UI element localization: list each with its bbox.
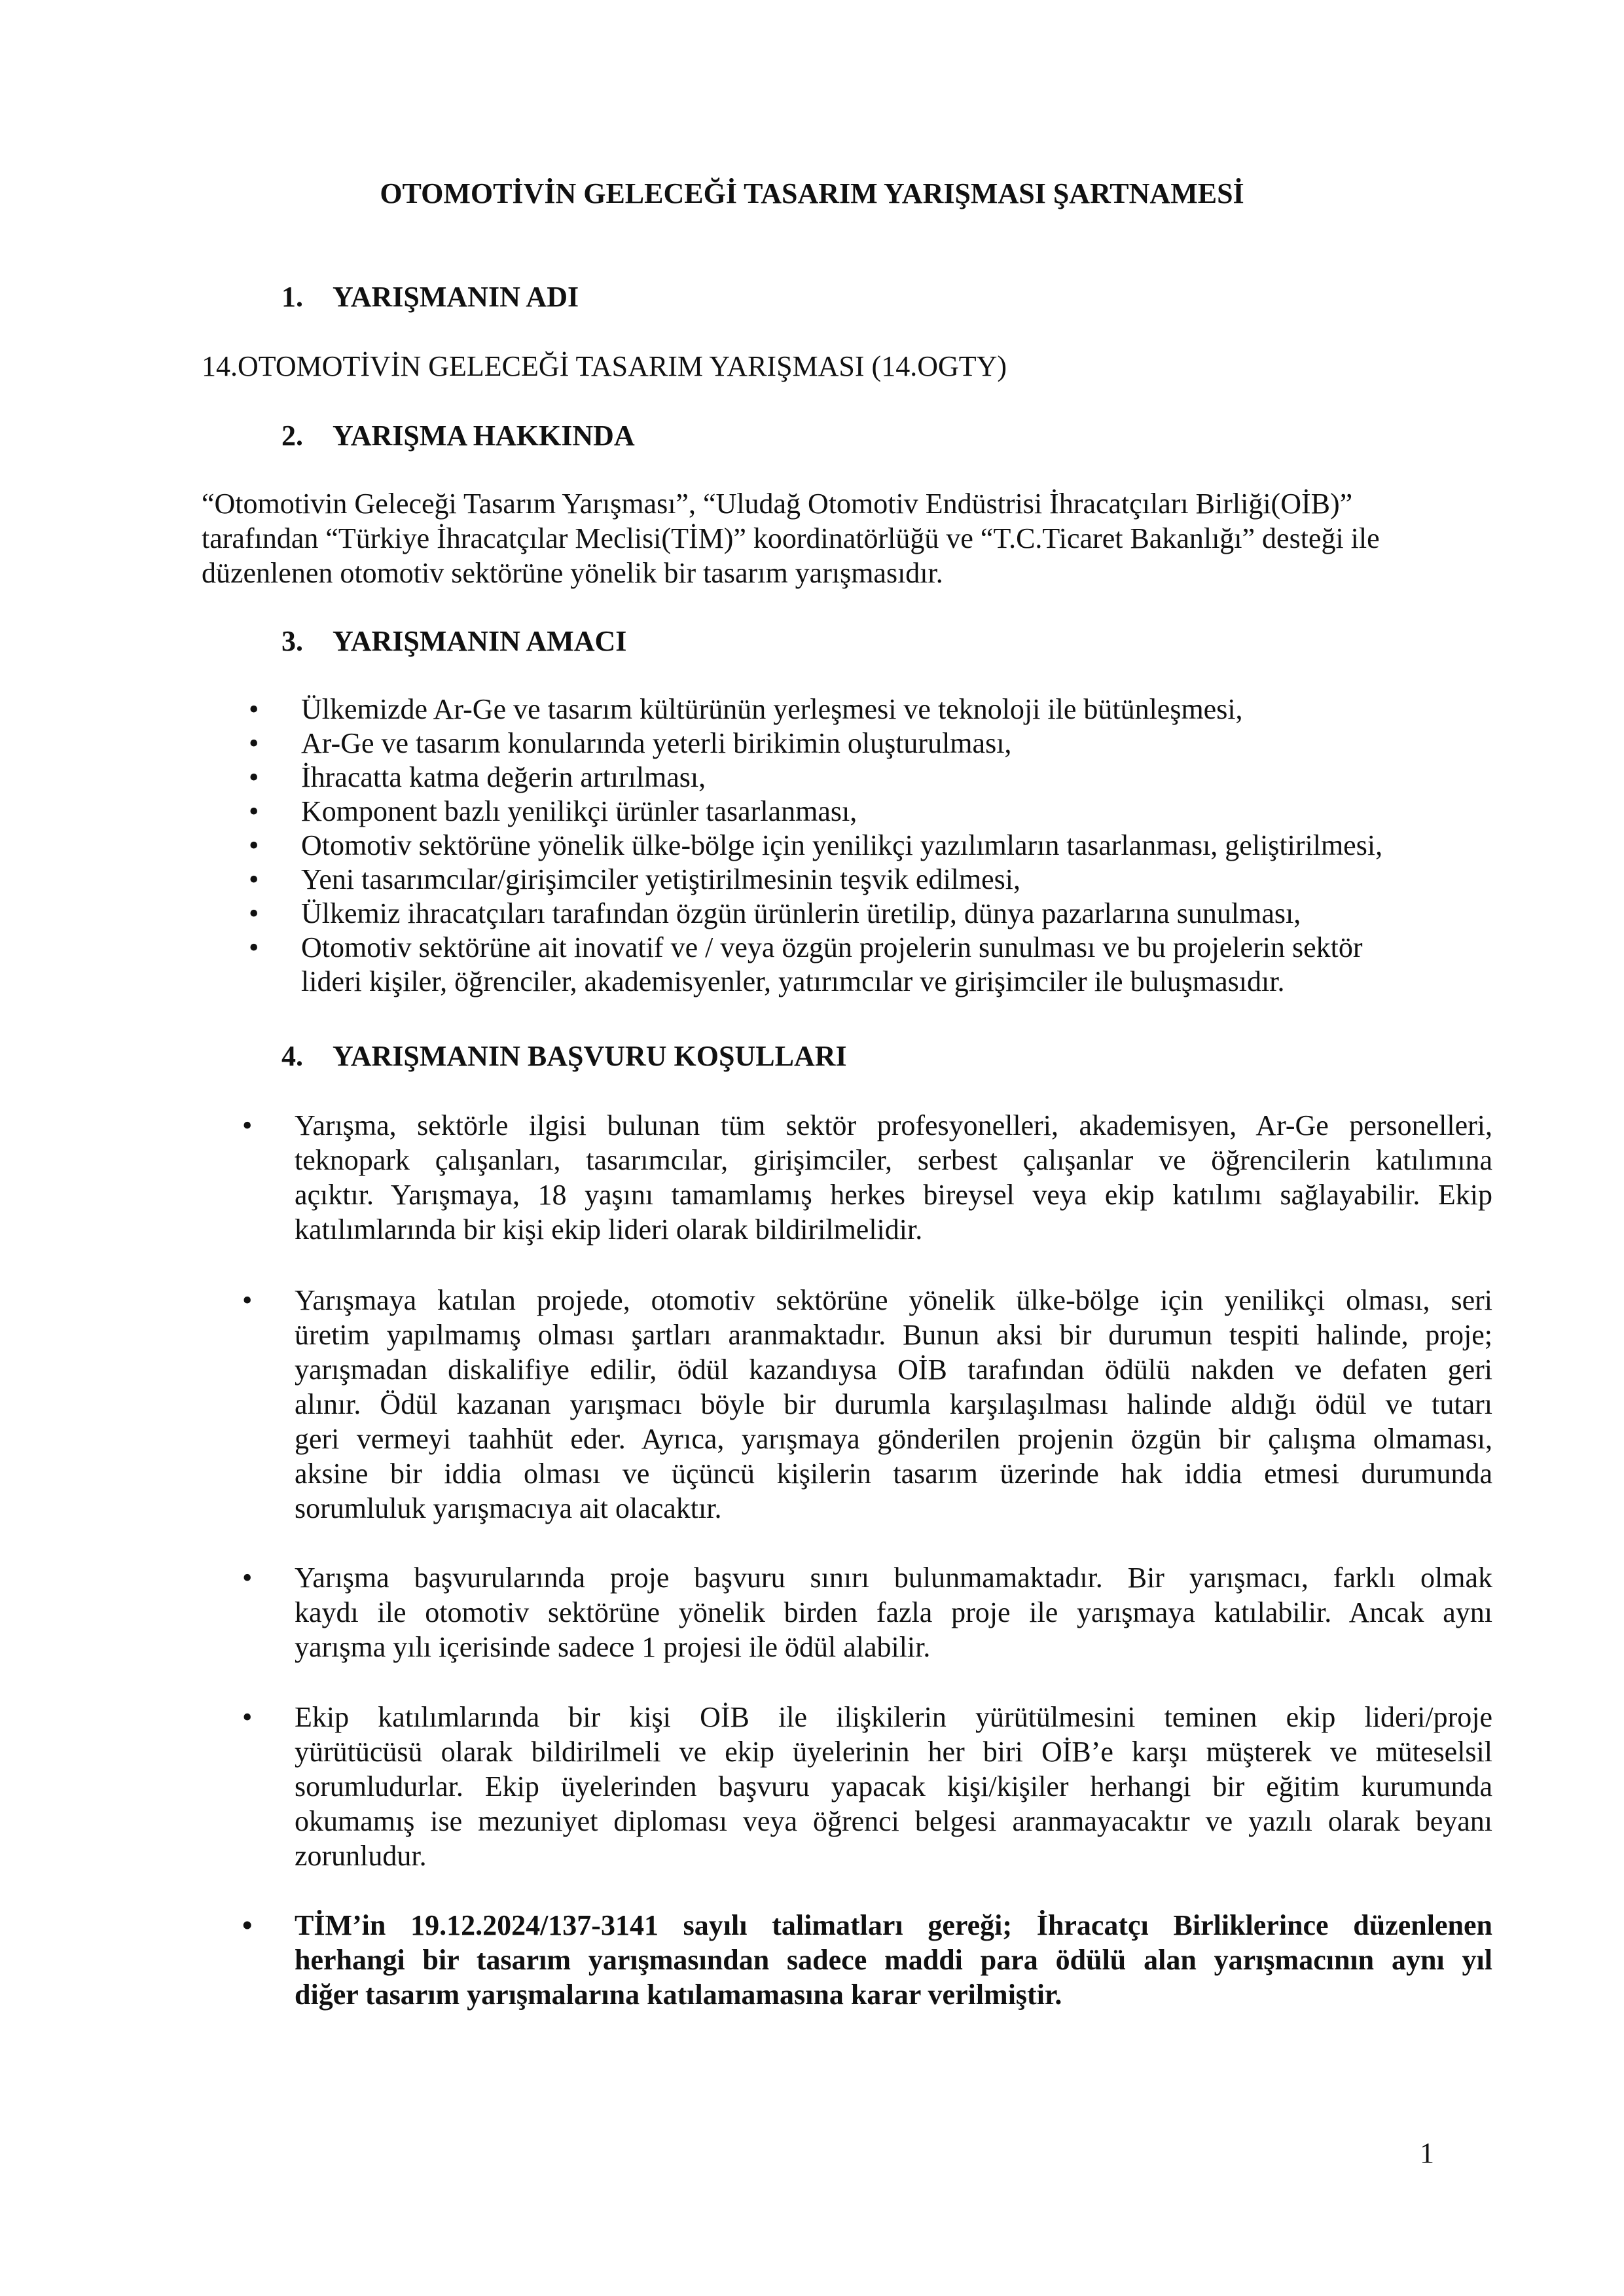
section-title: YARIŞMANIN BAŞVURU KOŞULLARI [333,1040,847,1072]
list-item-text: zorunludur. [295,1840,427,1872]
list-item [242,1283,1492,1526]
list-item-text: aksine bir iddia olması ve üçüncü kişilerin tasarım üzerinde hak iddia etmesi durumunda [295,1458,1492,1490]
list-item-text: Ülkemiz ihracatçıları tarafından özgün ürünlerin üretilip, dünya pazarlarına sunulması, [301,897,1301,929]
section-number: 2. [281,420,303,452]
list-item-text: İhracatta katma değerin artırılması, [301,761,706,793]
section-heading-4 [281,1038,847,1075]
section-title: YARIŞMANIN AMACI [333,625,627,657]
list-item-text: Komponent bazlı yenilikçi ürünler tasarlanması, [301,795,857,827]
list-item-text: TİM’in 19.12.2024/137-3141 sayılı talimatları gereği; İhracatçı Birliklerince düzenlenen [295,1909,1492,1941]
list-item-text: Ar-Ge ve tasarım konularında yeterli birikimin oluşturulması, [301,727,1012,759]
list-item-text: okumamış ise mezuniyet diploması veya öğrenci belgesi aranmayacaktır ve yazılı olarak beyanı [295,1805,1492,1837]
list-item-text: Otomotiv sektörüne ait inovatif ve / veya özgün projelerin sunulması ve bu projelerin sektör [301,931,1363,963]
list-item-text: sorumludurlar. Ekip üyelerinden başvuru yapacak kişi/kişiler herhangi bir eğitim kurumunda [295,1770,1492,1803]
list-item [242,1108,1492,1247]
list-item-text: açıktır. Yarışmaya, 18 yaşını tamamlamış herkes bireysel veya ekip katılımı sağlayabilir. Ekip [295,1179,1492,1211]
list-item [249,795,1440,829]
bullet-icon: • [242,1284,253,1316]
competition-name: 14.OTOMOTİVİN GELECEĞİ TASARIM YARIŞMASI (14.OGTY) [202,350,1007,382]
list-item-text: Yarışmaya katılan projede, otomotiv sektörüne yönelik ülke-bölge için yenilikçi olması, seri [295,1284,1492,1316]
list-item [249,761,1440,795]
section-number: 4. [281,1040,303,1072]
document-title: OTOMOTİVİN GELECEĞİ TASARIM YARIŞMASI ŞARTNAMESİ [380,177,1244,209]
section-number: 1. [281,281,303,313]
list-item-text: üretim yapılmamış olması şartları aranmaktadır. Bunun aksi bir durumun tespiti halinde, proje; [295,1319,1492,1351]
list-item-text: Otomotiv sektörüne yönelik ülke-bölge için yenilikçi yazılımların tasarlanması, geliştirilmesi, [301,829,1383,861]
section-number: 3. [281,625,303,657]
list-item-text: diğer tasarım yarışmalarına katılamamasına karar verilmiştir. [295,1979,1062,2011]
paragraph-line: “Otomotivin Geleceği Tasarım Yarışması”, “Uludağ Otomotiv Endüstrisi İhracatçıları Birliği(OİB)” [202,488,1353,520]
list-item-text: teknopark çalışanları, tasarımcılar, girişimciler, serbest çalışanlar ve öğrencilerin katılımına [295,1144,1492,1176]
list-item [249,726,1440,761]
bullet-icon: • [242,1701,253,1733]
list-item [242,1700,1492,1873]
list-item-text: kaydı ile otomotiv sektörüne yönelik birden fazla proje ile yarışmaya katılabilir. Ancak aynı [295,1596,1492,1628]
list-item-text: yarışma yılı içerisinde sadece 1 projesi ile ödül alabilir. [295,1631,931,1663]
bullet-icon: • [249,727,259,759]
bullet-icon: • [242,1109,253,1141]
bullet-icon: • [249,795,259,827]
bullet-icon: • [249,863,259,895]
list-item-text: herhangi bir tasarım yarışmasından sadece maddi para ödülü alan yarışmacının aynı yıl [295,1944,1492,1976]
list-item-text: yarışmadan diskalifiye edilir, ödül kazandıysa OİB tarafından ödülü nakden ve defaten geri [295,1354,1492,1386]
list-item-text: Ekip katılımlarında bir kişi OİB ile ilişkilerin yürütülmesini teminen ekip lideri/proje [295,1701,1492,1733]
list-item [249,931,1440,999]
section-heading-2 [281,418,635,454]
list-item [249,692,1440,726]
list-item-text: Yeni tasarımcılar/girişimciler yetiştirilmesinin teşvik edilmesi, [301,863,1021,895]
section-heading-3 [281,623,626,660]
bullet-icon: • [242,1909,253,1941]
bullet-icon: • [249,829,259,861]
bullet-icon: • [249,693,259,725]
paragraph-line: düzenlenen otomotiv sektörüne yönelik bir tasarım yarışmasıdır. [202,557,943,589]
page-number: 1 [1420,2137,1434,2169]
list-item-text: alınır. Ödül kazanan yarışmacı böyle bir durumla karşılaşılması halinde aldığı ödül ve tutarı [295,1388,1492,1420]
bullet-icon: • [242,1562,253,1594]
list-item-text: lideri kişiler, öğrenciler, akademisyenler, yatırımcılar ve girişimciler ile buluşmasıdır. [301,965,1285,997]
list-item-text: katılımlarında bir kişi ekip lideri olarak bildirilmelidir. [295,1213,923,1246]
list-item-text: Yarışma, sektörle ilgisi bulunan tüm sektör profesyonelleri, akademisyen, Ar-Ge personelleri, [295,1109,1492,1141]
list-item-notice [242,1908,1492,2012]
list-item [242,1560,1492,1664]
list-item-text: Ülkemizde Ar-Ge ve tasarım kültürünün yerleşmesi ve teknoloji ile bütünleşmesi, [301,693,1243,725]
bullet-icon: • [249,931,259,963]
list-item-text: yürütücüsü olarak bildirilmeli ve ekip üyelerinin her biri OİB’e karşı müşterek ve müteselsil [295,1736,1492,1768]
purpose-list [249,692,1440,999]
bullet-icon: • [249,761,259,793]
list-item-text: Yarışma başvurularında proje başvuru sınırı bulunmamaktadır. Bir yarışmacı, farklı olmak [295,1562,1492,1594]
bullet-icon: • [249,897,259,929]
list-item-text: sorumluluk yarışmacıya ait olacaktır. [295,1492,722,1524]
list-item [249,863,1440,897]
section-title: YARIŞMA HAKKINDA [333,420,635,452]
list-item-text: geri vermeyi taahhüt eder. Ayrıca, yarışmaya gönderilen projenin özgün bir çalışma olmaması, [295,1423,1492,1455]
section-title: YARIŞMANIN ADI [333,281,579,313]
list-item [249,897,1440,931]
section-heading-1 [281,279,579,315]
list-item [249,829,1440,863]
about-paragraph [202,486,1432,590]
paragraph-line: tarafından “Türkiye İhracatçılar Meclisi(TİM)” koordinatörlüğü ve “T.C.Ticaret Bakanlığı” desteği ile [202,522,1380,554]
